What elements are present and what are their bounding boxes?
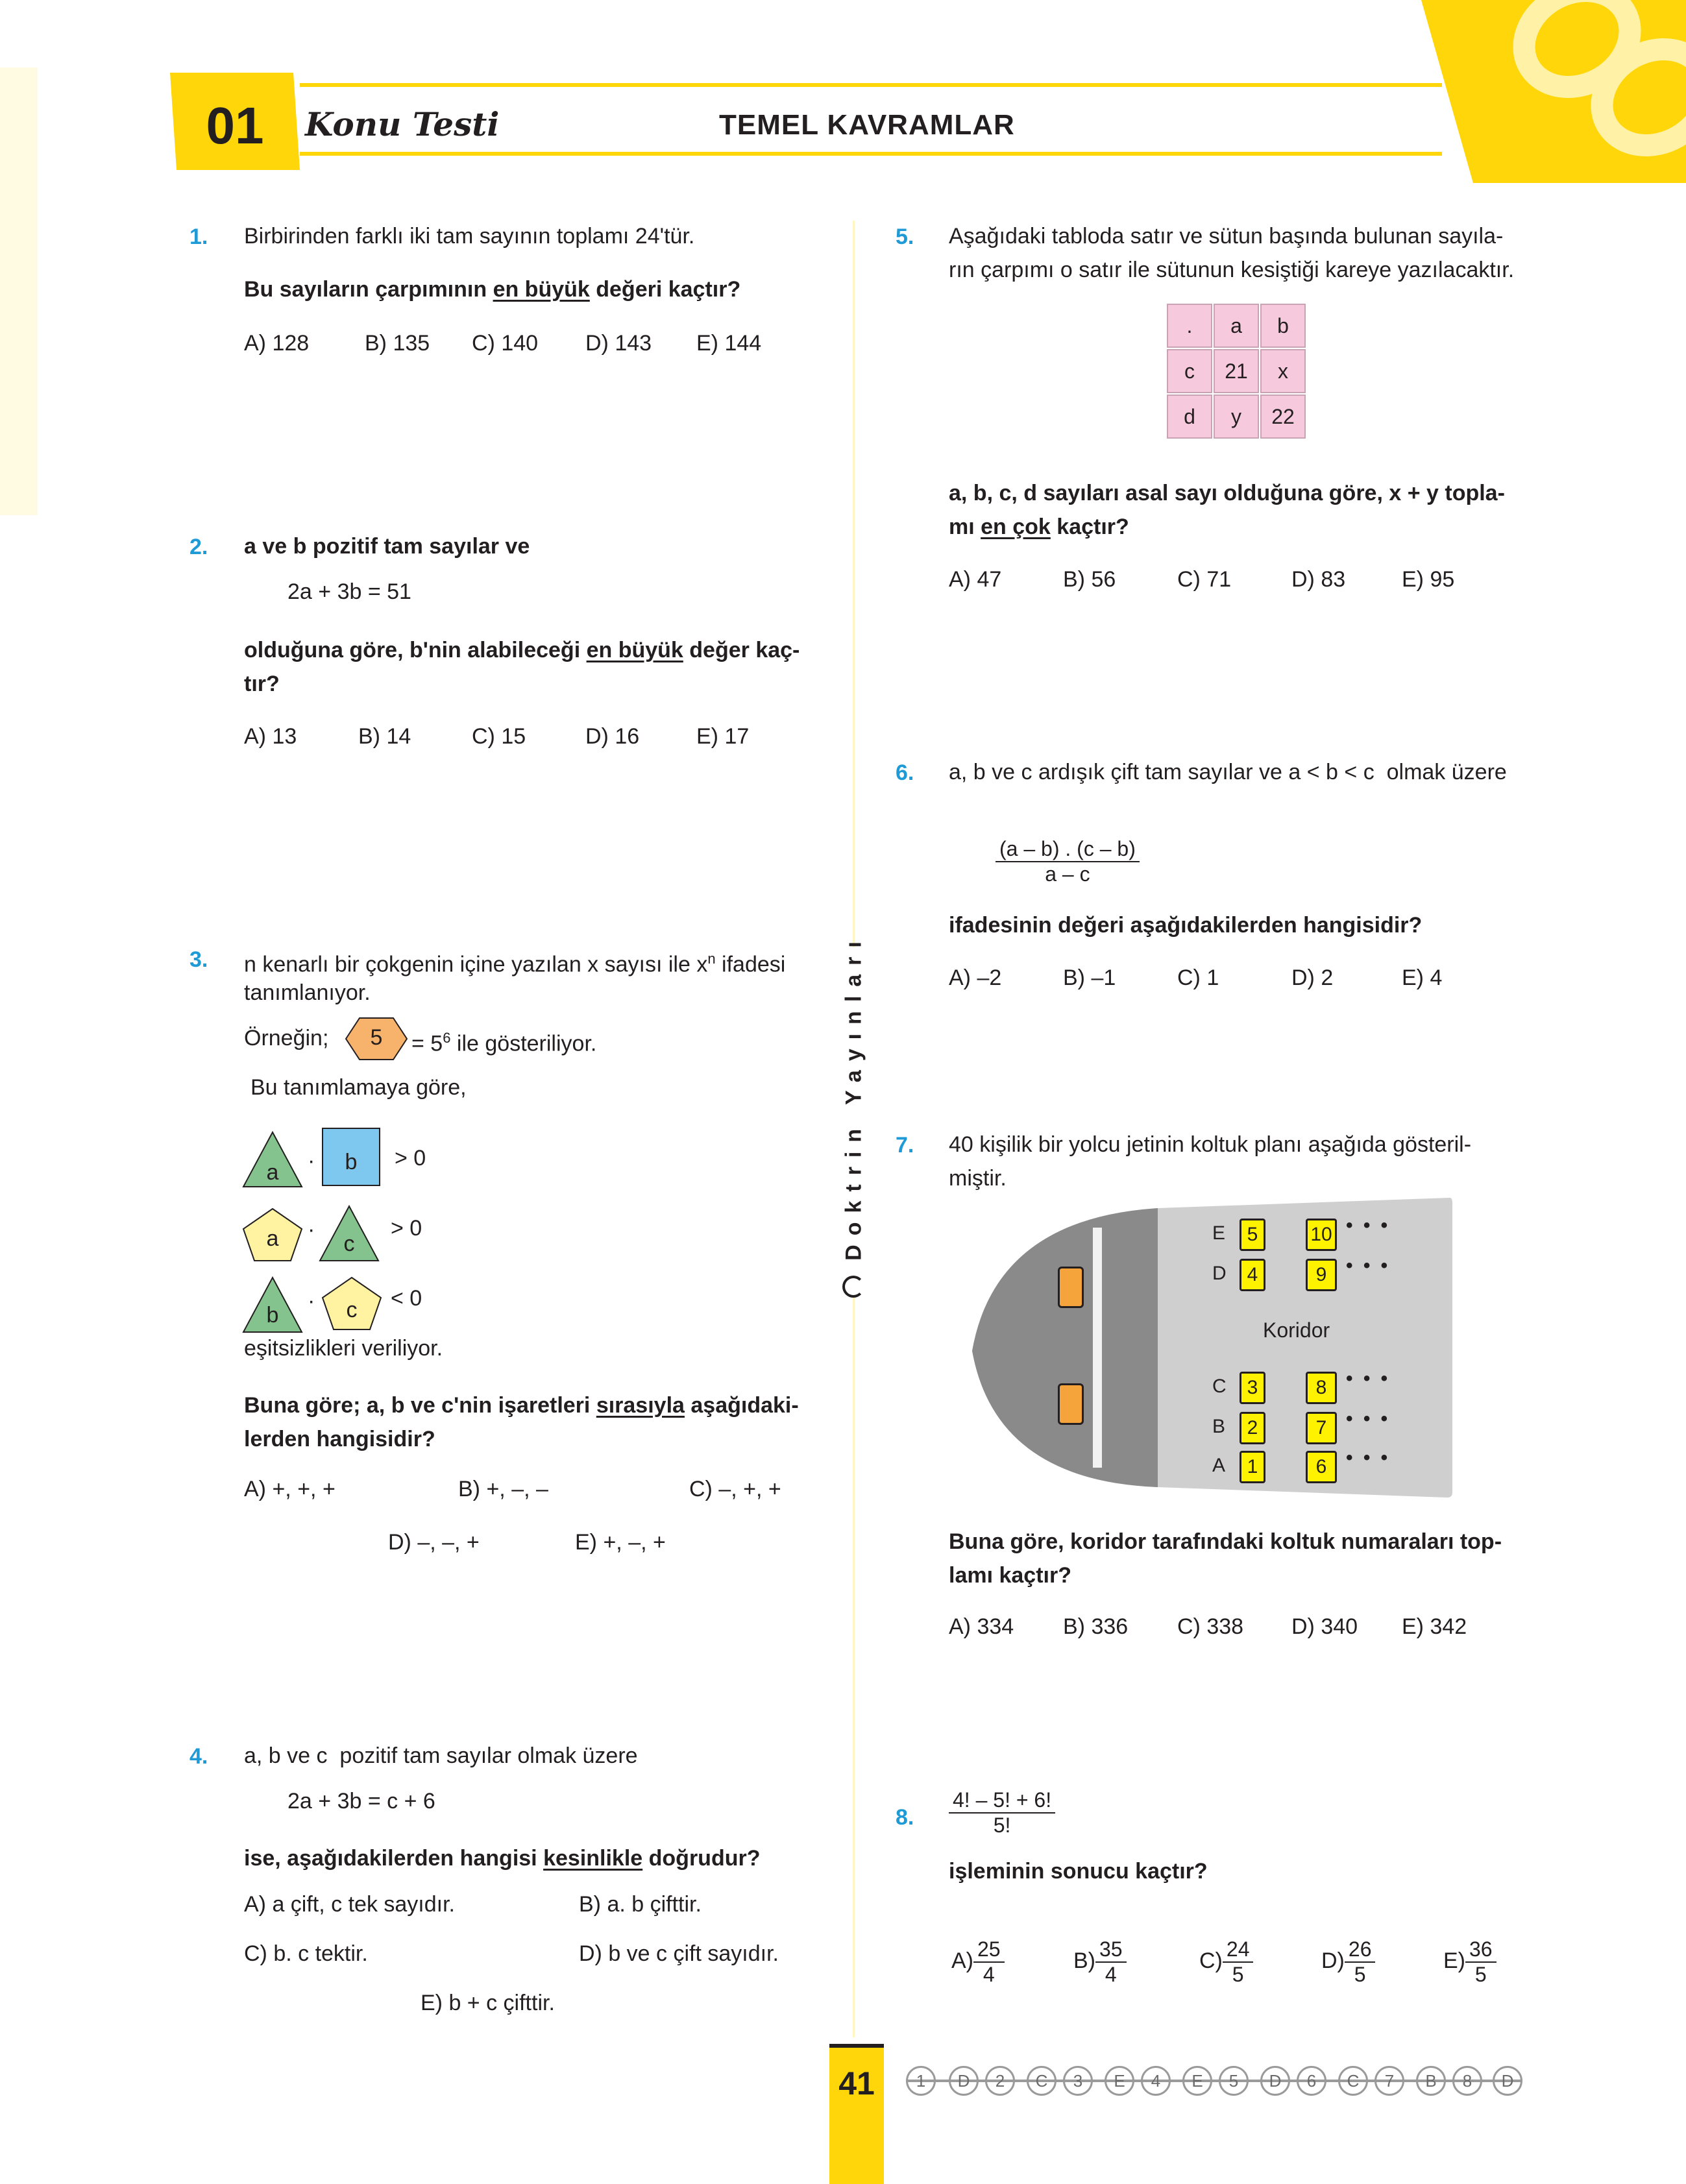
q8-option-a[interactable]: A) $\frac{25}{4}$: [951, 1937, 1005, 1987]
q3-option-e[interactable]: E) +, –, +: [575, 1530, 666, 1555]
q5-line1: Aşağıdaki tabloda satır ve sütun başında bulunan sayıla-: [949, 224, 1504, 249]
table-cell: a: [1214, 304, 1259, 348]
q4-text: a, b ve c pozitif tam sayılar olmak üzere: [244, 1743, 638, 1768]
q2-option-c[interactable]: C) 15: [472, 724, 526, 749]
q7-option-b[interactable]: B) 336: [1063, 1614, 1129, 1639]
q3-after: eşitsizlikleri veriliyor.: [244, 1336, 443, 1361]
page-number-top-rule: [829, 2044, 884, 2048]
q3-row2-dot: ·: [308, 1217, 315, 1242]
seat-6: 6: [1306, 1451, 1337, 1483]
q6-option-a[interactable]: A) –2: [949, 965, 1002, 990]
q7-option-a[interactable]: A) 334: [949, 1614, 1014, 1639]
q2-equation: 2a + 3b = 51: [287, 579, 411, 604]
q6-option-d[interactable]: D) 2: [1291, 965, 1334, 990]
q3-row3-relation: < 0: [391, 1286, 422, 1311]
q3-line1: n kenarlı bir çokgenin içine yazılan x sayısı ile $x^n$ ifadesi: [244, 951, 786, 977]
q6-numerator: (a – b) . (c – b): [996, 837, 1140, 862]
column-divider-bottom: [853, 1298, 855, 2037]
q5-option-c[interactable]: C) 71: [1177, 567, 1232, 592]
more-seats-dots: • • •: [1346, 1447, 1391, 1468]
q1-option-b[interactable]: B) 135: [365, 331, 430, 356]
q1-text: Birbirinden farklı iki tam sayının toplamı 24'tür.: [244, 224, 695, 249]
publisher-logo-icon: [842, 1276, 864, 1298]
q3-question-cont: lerden hangisidir?: [244, 1427, 435, 1451]
q4-option-a[interactable]: A) a çift, c tek sayıdır.: [244, 1892, 455, 1917]
table-cell: y: [1214, 394, 1259, 439]
page-title: TEMEL KAVRAMLAR: [719, 109, 1015, 141]
q3-row1-relation: > 0: [395, 1146, 426, 1171]
row-letter-a: A: [1212, 1455, 1226, 1476]
answer-key-number: 2: [985, 2066, 1015, 2096]
answer-key-number: 3: [1063, 2066, 1093, 2096]
q5-question: a, b, c, d sayıları asal sayı olduğuna göre, x + y topla-: [949, 481, 1505, 505]
q8-option-b[interactable]: B) $\frac{35}{4}$: [1073, 1937, 1127, 1987]
q1-number: 1.: [189, 224, 208, 249]
answer-key-letter: E: [1105, 2066, 1134, 2096]
q5-option-b[interactable]: B) 56: [1063, 567, 1116, 592]
answer-key-letter: D: [1493, 2066, 1522, 2096]
q6-question: ifadesinin değeri aşağıdakilerden hangisidir?: [949, 913, 1423, 938]
q2-number: 2.: [189, 535, 208, 559]
answer-key-number: 8: [1452, 2066, 1482, 2096]
q3-example-value: 5: [370, 1025, 383, 1050]
q8-option-d[interactable]: D) $\frac{26}{5}$: [1321, 1937, 1375, 1987]
q7-number: 7.: [896, 1133, 914, 1158]
q8-option-e[interactable]: E) $\frac{36}{5}$: [1443, 1937, 1497, 1987]
q6-option-b[interactable]: B) –1: [1063, 965, 1116, 990]
q5-question-cont: mı en çok kaçtır?: [949, 515, 1129, 539]
seat-1: 1: [1240, 1451, 1265, 1483]
q7-line1: 40 kişilik bir yolcu jetinin koltuk planı aşağıda gösteril-: [949, 1132, 1472, 1157]
answer-key-number: 6: [1297, 2066, 1326, 2096]
row-letter-e: E: [1212, 1222, 1226, 1244]
q2-question-cont: tır?: [244, 672, 280, 696]
q5-option-e[interactable]: E) 95: [1402, 567, 1455, 592]
row-letter-c: C: [1212, 1376, 1227, 1397]
q1-option-a[interactable]: A) 128: [244, 331, 310, 356]
q3-number: 3.: [189, 947, 208, 972]
q3-row1-left: a: [266, 1160, 279, 1185]
q8-denominator: 5!: [993, 1814, 1011, 1837]
corridor-label: Koridor: [1263, 1318, 1330, 1342]
q3-row3-right: c: [346, 1298, 358, 1322]
seat-4: 4: [1240, 1259, 1265, 1291]
q3-intro: Bu tanımlamaya göre,: [250, 1075, 467, 1100]
q2-text: a ve b pozitif tam sayılar ve: [244, 534, 530, 559]
q3-option-a[interactable]: A) +, +, +: [244, 1477, 336, 1501]
seat-3: 3: [1240, 1372, 1265, 1404]
more-seats-dots: • • •: [1346, 1255, 1391, 1276]
q3-example-result: = $5^6$ ile gösteriliyor.: [411, 1030, 597, 1056]
q1-option-d[interactable]: D) 143: [585, 331, 652, 356]
q1-option-e[interactable]: E) 144: [696, 331, 762, 356]
q8-option-c[interactable]: C) $\frac{24}{5}$: [1199, 1937, 1253, 1987]
q8-fraction: [949, 1788, 1055, 1838]
q3-option-c[interactable]: C) –, +, +: [689, 1477, 781, 1501]
q6-option-c[interactable]: C) 1: [1177, 965, 1219, 990]
answer-key-letter: E: [1182, 2066, 1212, 2096]
table-cell: 22: [1260, 394, 1306, 439]
table-cell: c: [1167, 349, 1212, 393]
table-cell: d: [1167, 394, 1212, 439]
q3-line2: tanımlanıyor.: [244, 980, 371, 1005]
column-divider-top: [853, 221, 855, 947]
answer-key-letter: B: [1416, 2066, 1446, 2096]
q3-question: Buna göre; a, b ve c'nin işaretleri sırasıyla aşağıdaki-: [244, 1393, 799, 1418]
q5-line2: rın çarpımı o satır ile sütunun kesiştiği kareye yazılacaktır.: [949, 258, 1515, 282]
q3-row1-dot: ·: [308, 1148, 315, 1173]
q3-row3-dot: ·: [308, 1289, 315, 1313]
q6-number: 6.: [896, 760, 914, 785]
q6-denominator: a – c: [1045, 862, 1090, 886]
answer-key-number: 5: [1219, 2066, 1249, 2096]
publisher-side-label: Doktrin Yayınları: [841, 932, 866, 1261]
q7-question: Buna göre, koridor tarafındaki koltuk numaraları top-: [949, 1529, 1502, 1554]
answer-key-letter: D: [1260, 2066, 1290, 2096]
table-cell: 21: [1214, 349, 1259, 393]
q3-option-b[interactable]: B) +, –, –: [458, 1477, 548, 1501]
header-number: 01: [206, 97, 264, 154]
answer-key-letter: C: [1027, 2066, 1057, 2096]
left-margin-strip: [0, 67, 38, 515]
q3-row2-relation: > 0: [391, 1216, 422, 1241]
q8-number: 8.: [896, 1805, 914, 1830]
header-subtitle: Konu Testi: [305, 105, 500, 143]
q3-option-d[interactable]: D) –, –, +: [388, 1530, 480, 1555]
seat-2: 2: [1240, 1412, 1265, 1444]
more-seats-dots: • • •: [1346, 1368, 1391, 1389]
q1-question: Bu sayıların çarpımının en büyük değeri kaçtır?: [244, 277, 741, 302]
q5-number: 5.: [896, 224, 914, 249]
q5-option-d[interactable]: D) 83: [1291, 567, 1346, 592]
q4-option-c[interactable]: C) b. c tektir.: [244, 1941, 368, 1966]
row-letter-d: D: [1212, 1263, 1227, 1284]
q7-line2: miştir.: [949, 1166, 1007, 1191]
q2-option-d[interactable]: D) 16: [585, 724, 640, 749]
q1-option-c[interactable]: C) 140: [472, 331, 539, 356]
airplane-seat-plan: [970, 1195, 1452, 1500]
answer-key-letter: C: [1338, 2066, 1368, 2096]
q7-question-cont: lamı kaçtır?: [949, 1563, 1071, 1588]
page-number: 41: [838, 2065, 875, 2102]
cockpit-seat-icon: [1058, 1383, 1084, 1425]
more-seats-dots: • • •: [1346, 1408, 1391, 1429]
table-cell: b: [1260, 304, 1306, 348]
q5-option-a[interactable]: A) 47: [949, 567, 1002, 592]
q7-option-e[interactable]: E) 342: [1402, 1614, 1467, 1639]
q7-option-d[interactable]: D) 340: [1291, 1614, 1358, 1639]
q8-question: işleminin sonucu kaçtır?: [949, 1859, 1208, 1884]
q6-fraction: [996, 837, 1140, 886]
seat-9: 9: [1306, 1259, 1337, 1291]
q4-option-d[interactable]: D) b ve c çift sayıdır.: [579, 1941, 779, 1966]
q2-option-e[interactable]: E) 17: [696, 724, 750, 749]
answer-key-number: 7: [1374, 2066, 1404, 2096]
q4-number: 4.: [189, 1744, 208, 1769]
q4-equation: 2a + 3b = c + 6: [287, 1789, 435, 1814]
q5-table: [1167, 304, 1307, 444]
seat-8: 8: [1306, 1372, 1337, 1404]
q6-text: a, b ve c ardışık çift tam sayılar ve a < b < c olmak üzere: [949, 760, 1507, 784]
infinity-logo-decoration: [1421, 0, 1686, 183]
answer-key-letter: D: [949, 2066, 979, 2096]
header-bar: [170, 71, 1448, 170]
table-cell: x: [1260, 349, 1306, 393]
q3-example-label: Örneğin;: [244, 1026, 329, 1050]
q2-option-a[interactable]: A) 13: [244, 724, 297, 749]
seat-7: 7: [1306, 1412, 1337, 1444]
q4-option-b[interactable]: B) a. b çifttir.: [579, 1892, 702, 1917]
q6-option-e[interactable]: E) 4: [1402, 965, 1443, 990]
seat-5: 5: [1240, 1219, 1265, 1251]
q7-option-c[interactable]: C) 338: [1177, 1614, 1244, 1639]
q4-option-e[interactable]: E) b + c çifttir.: [421, 1991, 555, 2015]
more-seats-dots: • • •: [1346, 1215, 1391, 1236]
q3-row3-left: b: [266, 1303, 279, 1328]
q3-row2-right: c: [343, 1232, 355, 1256]
table-cell: .: [1167, 304, 1212, 348]
q2-question: olduğuna göre, b'nin alabileceği en büyük değer kaç-: [244, 638, 800, 662]
answer-key-number: 4: [1141, 2066, 1171, 2096]
q2-option-b[interactable]: B) 14: [358, 724, 411, 749]
q3-row1-right: b: [345, 1150, 358, 1174]
row-letter-b: B: [1212, 1416, 1226, 1437]
cockpit-seat-icon: [1058, 1267, 1084, 1308]
seat-10: 10: [1306, 1219, 1337, 1251]
answer-key-number: 1: [906, 2066, 936, 2096]
q8-numerator: 4! – 5! + 6!: [949, 1788, 1055, 1814]
q3-row2-left: a: [266, 1226, 279, 1251]
q4-question: ise, aşağıdakilerden hangisi kesinlikle doğrudur?: [244, 1846, 761, 1871]
